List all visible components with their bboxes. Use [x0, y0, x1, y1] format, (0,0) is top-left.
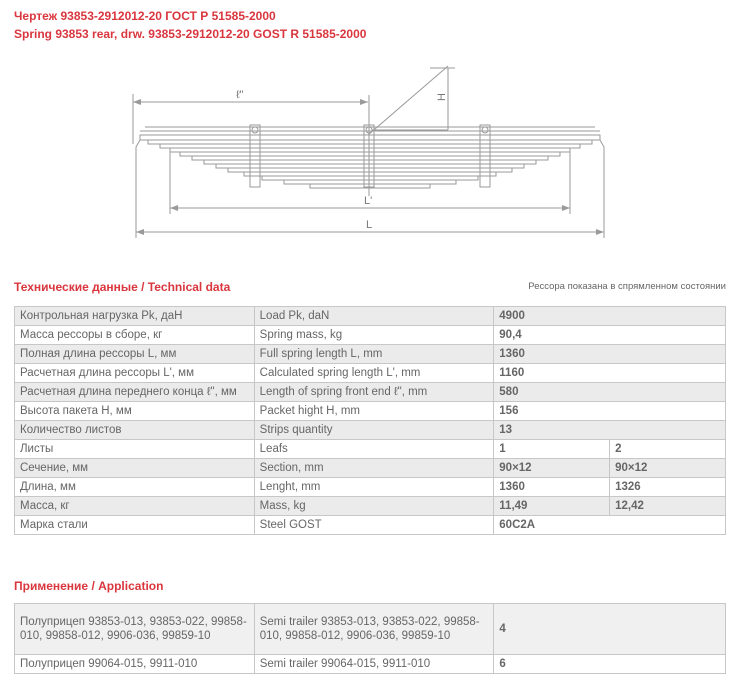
application-cell-ru: Полуприцеп 99064-015, 9911-010: [15, 655, 255, 674]
tech-row: [15, 440, 726, 459]
tech-cell-ru: Сечение, мм: [15, 459, 255, 478]
application-cell-qty: 4: [494, 604, 726, 655]
title-ru: Чертеж 93853-2912012-20 ГОСТ Р 51585-2000: [14, 9, 276, 23]
application-cell-en: Semi trailer 93853-013, 93853-022, 99858-010, 99858-012, 9906-036, 99859-10: [254, 604, 494, 655]
tech-cell-en: Load Pk, daN: [254, 307, 494, 326]
tech-cell-en: Strips quantity: [254, 421, 494, 440]
application-row: [15, 604, 726, 655]
tech-row: [15, 497, 726, 516]
tech-cell-ru: Масса, кг: [15, 497, 255, 516]
tech-cell-v1: 1160: [494, 364, 726, 383]
tech-cell-v1: 13: [494, 421, 726, 440]
tech-cell-en: Full spring length L, mm: [254, 345, 494, 364]
tech-row: [15, 516, 726, 535]
tech-cell-en: Length of spring front end ℓ", mm: [254, 383, 494, 402]
application-cell-qty: 6: [494, 655, 726, 674]
tech-row: [15, 421, 726, 440]
technical-table: [14, 306, 726, 535]
application-cell-ru: Полуприцеп 93853-013, 93853-022, 99858-010, 99858-012, 9906-036, 99859-10: [15, 604, 255, 655]
tech-cell-v1: 90×12: [494, 459, 610, 478]
tech-row: [15, 307, 726, 326]
tech-row: [15, 345, 726, 364]
tech-cell-ru: Контрольная нагрузка Pk, даН: [15, 307, 255, 326]
tech-cell-v1: 1: [494, 440, 610, 459]
tech-cell-en: Lenght, mm: [254, 478, 494, 497]
tech-cell-en: Calculated spring length L', mm: [254, 364, 494, 383]
tech-cell-ru: Марка стали: [15, 516, 255, 535]
spring-drawing: [0, 48, 750, 248]
tech-cell-en: Steel GOST: [254, 516, 494, 535]
tech-row: [15, 478, 726, 497]
tech-cell-en: Spring mass, kg: [254, 326, 494, 345]
dim-height-label: H: [436, 93, 448, 101]
tech-cell-ru: Расчетная длина переднего конца ℓ", мм: [15, 383, 255, 402]
tech-cell-en: Leafs: [254, 440, 494, 459]
tech-cell-ru: Длина, мм: [15, 478, 255, 497]
tech-cell-v1: 60С2А: [494, 516, 726, 535]
application-row: [15, 655, 726, 674]
dim-front-end-label: ℓ": [236, 89, 244, 101]
tech-row: [15, 364, 726, 383]
drawing-note: Рессора показана в спрямленном состоянии: [528, 281, 726, 292]
tech-cell-en: Mass, kg: [254, 497, 494, 516]
tech-row: [15, 383, 726, 402]
tech-cell-v1: 1360: [494, 345, 726, 364]
title-en: Spring 93853 rear, drw. 93853-2912012-20 GOST R 51585-2000: [14, 27, 367, 41]
tech-cell-en: Packet hight H, mm: [254, 402, 494, 421]
tech-cell-v1: 580: [494, 383, 726, 402]
tech-cell-v2: 90×12: [610, 459, 726, 478]
tech-row: [15, 459, 726, 478]
tech-cell-v1: 11,49: [494, 497, 610, 516]
application-title: Применение / Application: [14, 579, 164, 593]
application-table: [14, 603, 726, 674]
tech-cell-ru: Количество листов: [15, 421, 255, 440]
tech-cell-v2: 1326: [610, 478, 726, 497]
tech-cell-v1: 4900: [494, 307, 726, 326]
tech-cell-ru: Масса рессоры в сборе, кг: [15, 326, 255, 345]
tech-row: [15, 402, 726, 421]
tech-cell-v2: 2: [610, 440, 726, 459]
application-cell-en: Semi trailer 99064-015, 9911-010: [254, 655, 494, 674]
tech-cell-v1: 90,4: [494, 326, 726, 345]
dim-full-label: L: [366, 219, 373, 231]
tech-cell-en: Section, mm: [254, 459, 494, 478]
tech-row: [15, 326, 726, 345]
tech-cell-ru: Листы: [15, 440, 255, 459]
tech-cell-ru: Высота пакета H, мм: [15, 402, 255, 421]
technical-title: Технические данные / Technical data: [14, 280, 231, 294]
tech-cell-v1: 1360: [494, 478, 610, 497]
tech-cell-v1: 156: [494, 402, 726, 421]
tech-cell-ru: Расчетная длина рессоры L', мм: [15, 364, 255, 383]
dim-calc-label: L': [364, 195, 373, 207]
tech-cell-ru: Полная длина рессоры L, мм: [15, 345, 255, 364]
tech-cell-v2: 12,42: [610, 497, 726, 516]
